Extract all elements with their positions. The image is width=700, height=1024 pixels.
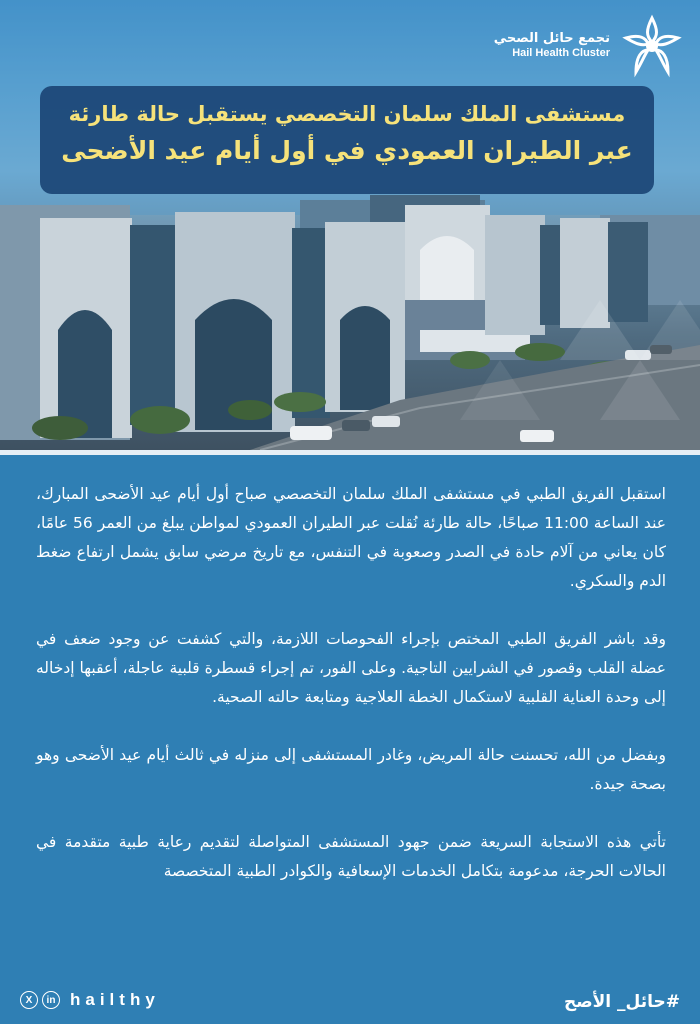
headline-line-1: مستشفى الملك سلمان التخصصي يستقبل حالة طارئة <box>68 102 626 126</box>
brand-logo <box>494 14 684 78</box>
logo-english-name: Hail Health Cluster <box>512 47 610 60</box>
linkedin-icon[interactable]: in <box>42 991 60 1009</box>
article-body <box>36 480 666 915</box>
x-icon[interactable]: X <box>20 991 38 1009</box>
headline-box <box>40 86 654 194</box>
paragraph-2: وقد باشر الفريق الطبي المختص بإجراء الفحوصات اللازمة، والتي كشفت عن وجود ضعف في عضلة القلب وقصور في الشرايين التاجية. وعلى الفور، تم إجراء قسطرة قلبية عاجلة، أعقبها إدخاله إلى وحدة العناية القلبية لاستكمال الخطة العلاجية ومتابعة حالته الصحية. <box>36 630 666 706</box>
hashtag[interactable]: #حائل_ الأصح <box>563 992 680 1012</box>
paragraph-4: تأتي هذه الاستجابة السريعة ضمن جهود المستشفى المتواصلة لتقديم رعاية طبية متقدمة في الحالات الحرجة، مدعومة بتكامل الخدمات الإسعافية والكوادر الطبية المتخصصة <box>36 833 666 880</box>
star-flower-icon <box>620 14 684 78</box>
headline-line-2: عبر الطيران العمودي في أول أيام عيد الأضحى <box>61 136 633 165</box>
hero-image <box>0 0 700 450</box>
social-handle[interactable]: hailthy <box>70 990 160 1009</box>
section-divider <box>0 450 700 455</box>
logo-arabic-name: تجمع حائل الصحي <box>493 31 610 47</box>
paragraph-1: استقبل الفريق الطبي في مستشفى الملك سلمان التخصصي صباح أول أيام عيد الأضحى المبارك، عند الساعة 11:00 صباحًا، حالة طارئة نُقلت عبر الطيران العمودي لمواطن يبلغ من العمر 56 عامًا، كان يعاني من آلام حادة في الصدر وصعوبة في التنفس، مع تاريخ مرضي سابق يشمل ارتفاع ضغط الدم والسكري. <box>36 485 666 590</box>
social-footer <box>20 990 160 1010</box>
paragraph-3: وبفضل من الله، تحسنت حالة المريض، وغادر المستشفى إلى منزله في ثالث أيام عيد الأضحى وهو بصحة جيدة. <box>36 746 666 793</box>
